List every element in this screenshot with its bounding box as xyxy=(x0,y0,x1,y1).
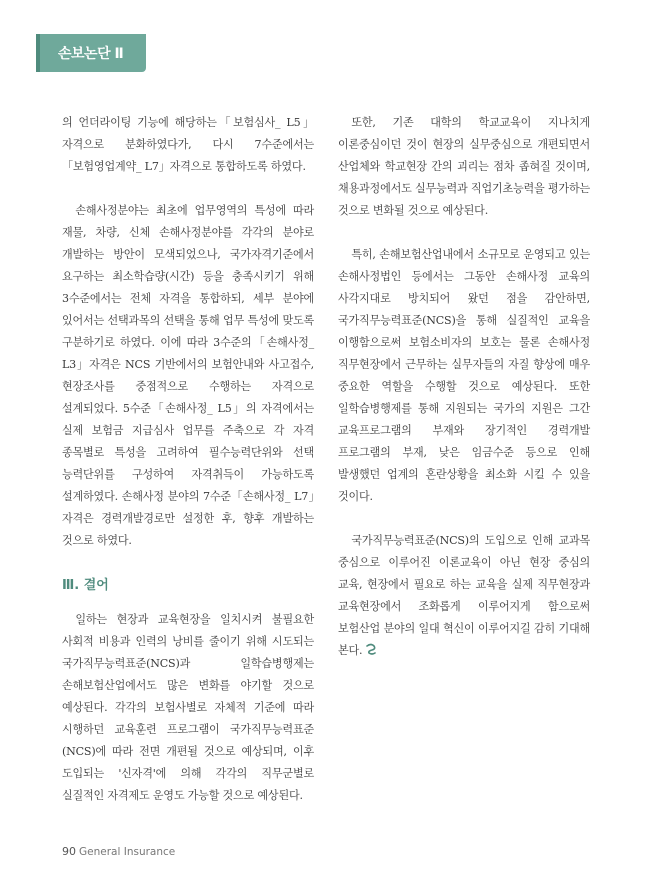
publication-name: General Insurance xyxy=(79,846,176,858)
section-heading: Ⅲ. 결어 xyxy=(62,578,109,593)
body-paragraph: 특히, 손해보험산업내에서 소규모로 운영되고 있는 손해사정법인 등에서는 그동안 손해사정 교육의 사각지대로 방치되어 왔던 점을 감안하면, 국가직무능력표준(NCS)을 통해 실질적인 교육을 이행함으로써 보험소비자의 보호는 물론 손해사정 직무현장에서 근무하는 실무자들의 자질 향상에 매우 중요한 역할을 수행할 것으로 예상된다. 또한 일학습병행제를 통해 지원되는 국가의 지원은 그간 교육프로그램의 부재와 장기적인 경력개발 프로그램의 부재, 낮은 임금수준 등으로 인해 발생했던 업계의 혼란상황을 최소화 시킬 수 있을 것이다. xyxy=(338,248,590,503)
page-number: 90 xyxy=(62,845,76,858)
page-footer xyxy=(62,845,175,858)
body-paragraph: 또한, 기존 대학의 학교교육이 지나치게 이론중심이던 것이 현장의 실무중심으로 개편되면서 산업체와 학교현장 간의 괴리는 점차 좁혀질 것이며, 채용과정에서도 실무능력과 직업기초능력을 평가하는 것으로 변화될 것으로 예상된다. xyxy=(338,116,590,217)
body-paragraph: 의 언더라이팅 기능에 해당하는「보험심사_ L5」자격으로 분화하였다가, 다시 7수준에서는「보험영업계약_ L7」자격으로 통합하도록 하였다. xyxy=(62,116,314,173)
section-label: 손보논단 Ⅱ xyxy=(58,46,124,62)
section-tab xyxy=(36,34,146,72)
left-column xyxy=(62,112,314,829)
conclusion-paragraph: 일하는 현장과 교육현장을 일치시켜 불필요한 사회적 비용과 인력의 낭비를 줄이기 위해 시도되는 국가직무능력표준(NCS)과 일학습병행제는 손해보험산업에서도 많은 변화를 야기할 것으로 예상된다. 각각의 보험사별로 자체적 기준에 따라 시행하던 교육훈련 프로그램이 국가직무능력표준(NCS)에 따라 전면 개편될 것으로 예상되며, 이후 도입되는 '신자격'에 의해 각각의 직무군별로 실질적인 자격제도 운영도 가능할 것으로 예상된다. xyxy=(62,613,314,802)
body-paragraph xyxy=(338,530,590,662)
right-column xyxy=(338,112,590,684)
end-mark-icon xyxy=(365,643,377,655)
closing-paragraph-text: 국가직무능력표준(NCS)의 도입으로 인해 교과목 중심으로 이루어진 이론교육이 아닌 현장 중심의 교육, 현장에서 필요로 하는 교육을 실제 직무현장과 교육현장에서 조화롭게 이루어지게 함으로써 보험산업 분야의 일대 혁신이 이루어지길 감히 기대해 본다. xyxy=(338,534,590,657)
body-paragraph: 손해사정분야는 최초에 업무영역의 특성에 따라 재물, 차량, 신체 손해사정분야를 각각의 분야로 개발하는 방안이 모색되었으나, 국가자격기준에서 요구하는 최소학습량(시간) 등을 충족시키기 위해 3수준에서는 전체 자격을 통합하되, 세부 분야에 있어서는 선택과목의 선택을 통해 업무 특성에 맞도록 구분하기로 하였다. 이에 따라 3수준의「손해사정_ L3」자격은 NCS 기반에서의 보험안내와 사고접수, 현장조사를 중점적으로 수행하는 자격으로 설계되었다. 5수준「손해사정_ L5」의 자격에서는 실제 보험금 지급심사 업무를 주축으로 각 자격 종목별로 특성을 고려하여 필수능력단위와 선택 능력단위를 구성하여 자격취득이 가능하도록 설계하였다. 손해사정 분야의 7수준「손해사정_ L7」자격은 경력개발경로만 설정한 후, 향후 개발하는 것으로 하였다. xyxy=(62,204,314,547)
